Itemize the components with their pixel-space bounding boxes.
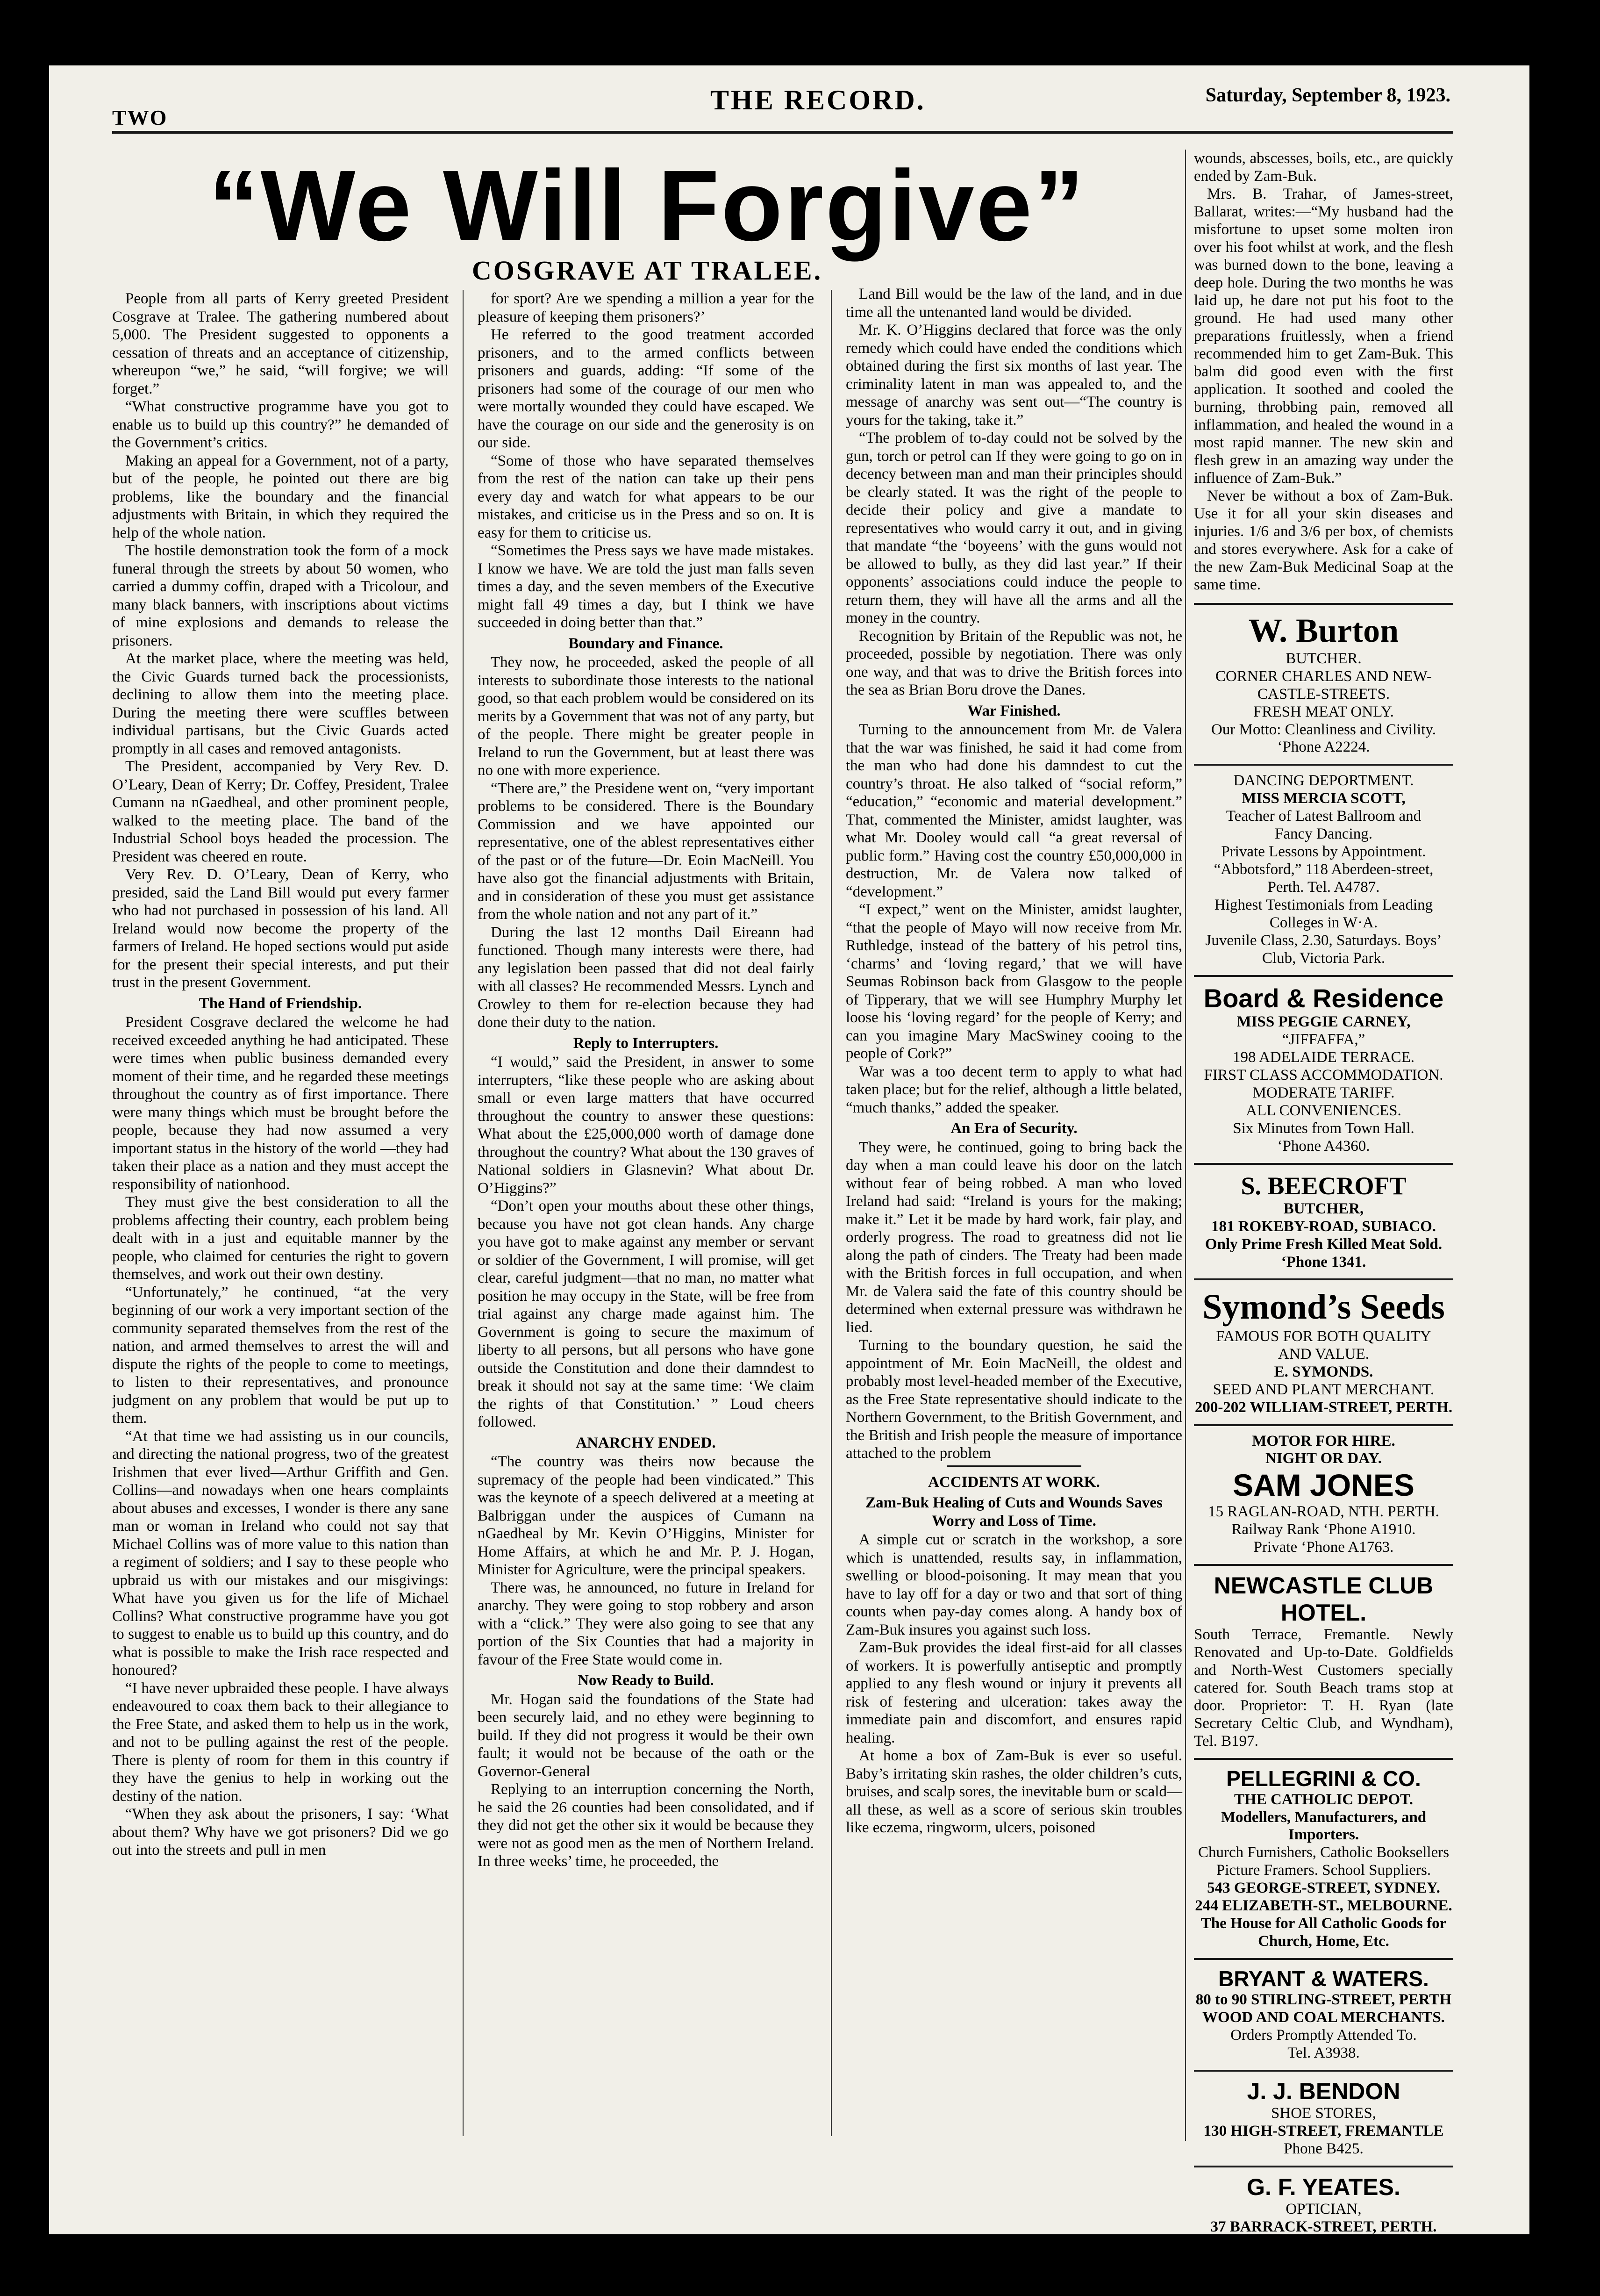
article-paragraph: “There are,” the Presidene went on, “very important problems to be considered. There is the Boundary Commission and we have appointed our representative, one of the ablest representatives either of the past or of the future—Dr. Eoin MacNeill. You have also got the financial adjustments with Britain, and in consideration of these you must get assistance from the whole nation and not any part of it.” <box>478 780 814 923</box>
ad-yeates <box>1194 2167 1453 2261</box>
article-paragraph: Recognition by Britain of the Republic was not, he proceeded, possible by negotiation. There was only one way, and that was to drive the British forces into the sea as Brian Boru drove the Danes. <box>846 627 1182 698</box>
article-paragraph: “Sometimes the Press says we have made mistakes. I know we have. We are told the just man falls seven times a day, and the seven members of the Executive might fall 49 times a day, but I think we have succeeded in doing better than that.” <box>478 542 814 631</box>
ad-name: Symond’s Seeds <box>1202 1287 1445 1327</box>
ad-line: THE CATHOLIC DEPOT. <box>1234 1791 1413 1808</box>
ad-line: Orders Promptly Attended To. <box>1230 2026 1417 2044</box>
ad-line: Phone B425. <box>1284 2140 1364 2158</box>
article-paragraph: for sport? Are we spending a million a year for the pleasure of keeping them prisoners?’ <box>478 290 814 325</box>
ad-name: S. BEECROFT <box>1241 1171 1407 1200</box>
ad-symonds-seeds <box>1194 1280 1453 1426</box>
ad-name: MISS PEGGIE CARNEY, <box>1236 1013 1411 1031</box>
ad-line: 198 ADELAIDE TERRACE. <box>1233 1049 1414 1066</box>
ad-bryant-waters <box>1194 1960 1453 2072</box>
article-paragraph: Very Rev. D. O’Leary, Dean of Kerry, who presided, said the Land Bill would put every farmer who had not purchased in possession of his land. All Ireland would now become the property of the farmers of Ireland. He hoped sections would put aside for the present their special interests, and put their trust in the present Government. <box>112 866 449 991</box>
article-paragraph: The hostile demonstration took the form of a mock funeral through the streets by about 50 women, who carried a dummy coffin, draped with a Tricolour, and many black banners, with inscriptions about victims of mine explosions and demands to release the prisoners. <box>112 542 449 649</box>
ad-sam-jones <box>1194 1426 1453 1566</box>
ad-line: 80 to 90 STIRLING-STREET, PERTH <box>1195 1991 1452 2008</box>
ad-name: G. F. YEATES. <box>1247 2174 1400 2200</box>
zambuk-text: Mrs. B. Trahar, of James-street, Ballarat, writes:—“My husband had the misfortune to upset some molten iron over his foot whilst at work, and the flesh was burned down to the bone, leaving a deep hole. During the two months he was laid up, he dare not put his foot to the ground. He had used many other preparations fruitlessly, when a friend recommended him to get Zam-Buk. This balm did good even with the first application. It soothed and cooled the burning, throbbing pain, removed all inflammation, and healed the wound in a most rapid manner. The new skin and flesh grew in an amazing way under the influence of Zam-Buk.” <box>1194 186 1453 487</box>
ad-bendon <box>1194 2072 1453 2167</box>
article-paragraph: “Some of those who have separated themselves from the rest of the nation can take up their pens every day and watch for what appears to be our mistakes, and criticise us in the Press and so on. It is easy for them to criticise us. <box>478 452 814 541</box>
ad-burton <box>1194 605 1453 766</box>
ad-line: Modellers, Manufacturers, and <box>1221 1808 1427 1826</box>
article-paragraph: President Cosgrave declared the welcome he had received exceeded anything he had anticipated. These were times when public business demanded every moment of their time, and he regarded these meetings throughout the country as of first importance. There were many things which must be brought before the people, because they had now assumed a very important status in the history of the world —they had taken their place as a nation and they must accept the responsibility of nationhood. <box>112 1014 449 1193</box>
ad-line: Tel. A3938. <box>1287 2044 1360 2061</box>
ad-line: MODERATE TARIFF. <box>1252 1084 1395 1101</box>
ad-line: Importers. <box>1288 1826 1359 1844</box>
article-paragraph: They were, he continued, going to bring back the day when a man could leave his door on the latch without fear of being robbed. A man who loved Ireland had said: “Ireland is yours for the making; make it.” Let it be made by hard work, fair play, and orderly progress. The road to greatness did not lie along the path of cinders. The Treaty had been made with the British forces in full occupation, and when Mr. de Valera said the fate of this country should be determined when external pressure was withdrawn he lied. <box>846 1139 1182 1336</box>
article-paragraph: Zam-Buk provides the ideal first-aid for all classes of workers. It is powerfully antiseptic and promptly applied to any flesh wound or injury it prevents all risk of festering and ulceration: takes away the immediate pain and discomfort, and ensures rapid healing. <box>846 1639 1182 1746</box>
ad-line: 543 GEORGE-STREET, SYDNEY. <box>1207 1880 1440 1897</box>
ad-line: E. SYMONDS. <box>1274 1363 1373 1380</box>
ad-beecroft <box>1194 1165 1453 1281</box>
article-paragraph: He referred to the good treatment accorded prisoners, and to the armed conflicts between prisoners and guards, adding: “If some of the prisoners had some of the courage of our men who were mortally wounded they could have escaped. We have the courage on our side and the generosity is on our side. <box>478 326 814 451</box>
article-paragraph: Mr. K. O’Higgins declared that force was the only remedy which could have ended the conditions which obtained during the first six months of last year. The criminality latent in man was appealed to, and the message of anarchy was sent out—“The country is yours for the taking, take it.” <box>846 322 1182 429</box>
section-heading: War Finished. <box>967 702 1061 719</box>
section-heading: ACCIDENTS AT WORK. <box>928 1473 1100 1491</box>
ad-line: Private Lessons by Appointment. <box>1221 843 1426 861</box>
article-paragraph: “What constructive programme have you got to enable us to build up this country?” he demanded of the Government’s critics. <box>112 398 449 451</box>
ad-pellegrini <box>1194 1760 1453 1960</box>
ad-title: DANCING DEPORTMENT. <box>1233 772 1414 789</box>
ad-line: Church Furnishers, Catholic Booksellers <box>1198 1844 1450 1861</box>
article-paragraph: Making an appeal for a Government, not of a party, but of the people, he pointed out there are big problems, like the boundary and the financial adjustments with Britain, in which they required the help of the whole nation. <box>112 452 449 541</box>
article-paragraph: A simple cut or scratch in the workshop, a sore which is unattended, results say, in inflammation, swelling or blood-poisoning. It may mean that you have to lay off for a day or two and that sort of thing counts when pay-day comes along. A handy box of Zam-Buk insures you against such loss. <box>846 1531 1182 1638</box>
ad-title: Board & Residence <box>1203 983 1444 1013</box>
ad-line: Six Minutes from Town Hall. <box>1233 1119 1414 1137</box>
ad-line: BUTCHER. <box>1286 650 1362 667</box>
ad-line: Church, Home, Etc. <box>1258 1933 1389 1950</box>
section-heading: ANARCHY ENDED. <box>576 1434 716 1451</box>
article-paragraph: “I expect,” went on the Minister, amidst laughter, “that the people of Mayo will now receive from Mr. Ruthledge, instead of the battery of his petrol tins, ‘charms’ and ‘loving regard,’ that we will have Seumas Robinson back from Glasgow to the people of Tipperary, that we will see Humphry Murphy let loose his ‘loving regard’ for the people of Kerry; and can you imagine Mary MacSwiney cooing to the people of Cork?” <box>846 901 1182 1062</box>
article-paragraph: During the last 12 months Dail Eireann had functioned. Though many interests were there, had any legislation been passed that did not deal fairly with all classes? He recommended Messrs. Lynch and Crowley to them for re-election because they had done their duty to the nation. <box>478 924 814 1031</box>
ad-line: (Opposite Town Hall.) <box>1251 2236 1396 2253</box>
section-heading: Reply to Interrupters. <box>573 1034 719 1052</box>
ad-line: CORNER CHARLES AND NEW- <box>1215 667 1432 685</box>
section-heading: An Era of Security. <box>950 1120 1078 1137</box>
ad-line: The House for All Catholic Goods for <box>1200 1915 1447 1932</box>
article-paragraph: “Unfortunately,” he continued, “at the very beginning of our work a very important section of the community separated themselves from the rest of the nation, and armed themselves to arrest the will and dispute the rights of the people to come to meetings, to listen to their representatives, and pronounce judgment on any problem that would be put up to them. <box>112 1284 449 1427</box>
ad-line: 130 HIGH-STREET, FREMANTLE <box>1203 2123 1444 2140</box>
column-rule <box>1185 150 1186 2141</box>
ad-line: ‘Phone A2224. <box>1277 739 1370 756</box>
article-paragraph: Land Bill would be the law of the land, and in due time all the untenanted land would be divided. <box>846 286 1182 321</box>
ad-line: ‘Phone A4360. <box>1277 1137 1370 1155</box>
zambuk-text: wounds, abscesses, boils, etc., are quickly ended by Zam-Buk. <box>1194 150 1453 185</box>
ad-line: NIGHT OR DAY. <box>1265 1450 1382 1467</box>
ad-name: J. J. BENDON <box>1247 2078 1400 2104</box>
article-paragraph: Mr. Hogan said the foundations of the State had been securely laid, and no ethey were beginning to build. If they did not progress it would be their own fault; it would not be because of the oath or the Governor-General <box>478 1691 814 1780</box>
ad-board-residence <box>1194 977 1453 1165</box>
ad-line: CASTLE-STREETS. <box>1257 685 1390 703</box>
article-paragraph: “At that time we had assisting us in our councils, and directing the national progress, two of the greatest Irishmen that ever lived—Arthur Griffith and Gen. Collins—and nowadays when one hears complaints about abuses and excesses, I wonder is there any sane man or woman in Ireland who could not say that Michael Collins was of more value to this nation than a regiment of soldiers; and I say to these people who upbraid us with our mistakes and our misgivings: What have you given us for the life of Michael Collins? What constructive programme have you got to suggest to enable us to build up this country, and do what is possible to make the Irish race respected and honoured? <box>112 1428 449 1679</box>
ad-line: 200-202 WILLIAM-STREET, PERTH. <box>1194 1399 1453 1416</box>
article-paragraph: “The problem of to-day could not be solved by the gun, torch or petrol can If they were going to go on in decency between man and man their principles should be clearly stated. It was the right of the people to decide their policy and give a mandate to representatives who would carry it out, and in giving that mandate “the ‘boyeens’ with the guns would not be allowed to bully, as they did last year.” If their opponents’ associations could induce the people to return them, they will have all the arms and all the money in the country. <box>846 430 1182 626</box>
ad-line: 181 ROKEBY-ROAD, SUBIACO. <box>1211 1218 1436 1235</box>
subheadline: COSGRAVE AT TRALEE. <box>471 255 823 286</box>
ad-line: WOOD AND COAL MERCHANTS. <box>1202 2009 1445 2026</box>
advertisement-column <box>1194 150 1453 2253</box>
ad-line: 244 ELIZABETH-ST., MELBOURNE. <box>1195 1897 1452 1915</box>
ad-body: South Terrace, Fremantle. Newly Renovated and Up-to-Date. Goldfields and North-West Customers specially catered for. South Beach trams stop at door. Proprietor: T. H. Ryan (late Secretary Celtic Club, and Wyndham), Tel. B197. <box>1194 1626 1453 1750</box>
ad-name: HOTEL. <box>1280 1599 1367 1626</box>
ad-line: FRESH MEAT ONLY. <box>1253 703 1394 720</box>
ad-line: ALL CONVENIENCES. <box>1246 1102 1401 1119</box>
ad-line: FAMOUS FOR BOTH QUALITY <box>1216 1327 1431 1345</box>
ad-name: SAM JONES <box>1233 1468 1414 1503</box>
article-paragraph: War was a too decent term to apply to what had taken place; but for the relief, although a little belated, “much thanks,” added the speaker. <box>846 1063 1182 1116</box>
ad-line: SEED AND PLANT MERCHANT. <box>1213 1381 1435 1398</box>
ad-name: MISS MERCIA SCOTT, <box>1242 790 1406 807</box>
article-paragraph: People from all parts of Kerry greeted President Cosgrave at Tralee. The gathering numbered about 5,000. The President suggested to opponents a cessation of threats and an acceptance of citizenship, whereupon “we,” he said, “will forgive; we will forget.” <box>112 290 449 397</box>
article-paragraph: “The country was theirs now because the supremacy of the people had been vindicated.” This was the keynote of a speech delivered at a meeting at Balbriggan under the auspices of Cumann na nGaedheal by Mr. Kevin O’Higgins, Minister for Home Affairs, at which he and Mr. P. J. Hogan, Minister for Agriculture, were the principal speakers. <box>478 1453 814 1578</box>
ad-dancing <box>1194 766 1453 976</box>
article-paragraph: At the market place, where the meeting was held, the Civic Guards turned back the processionists, declining to allow them into the meeting place. During the meeting there were scuffles between individual partisans, but the Civic Guards acted promptly in all cases and removed antagonists. <box>112 650 449 757</box>
ad-line: 15 RAGLAN-ROAD, NTH. PERTH. <box>1208 1503 1439 1521</box>
ad-line: Only Prime Fresh Killed Meat Sold. <box>1205 1235 1443 1253</box>
article-paragraph: “I would,” said the President, in answer to some interrupters, “like these people who are asking about small or even large matters that have occurred throughout the country to answer these questions: What about the £25,000,000 worth of damage done throughout the country? What about the 130 graves of National soldiers in Glasnevin? What about Dr. O’Higgins?” <box>478 1054 814 1197</box>
ad-line: Perth. Tel. A4787. <box>1267 879 1380 896</box>
ad-line: SHOE STORES, <box>1271 2105 1376 2122</box>
ad-line: Juvenile Class, 2.30, Saturdays. Boys’ <box>1205 932 1442 949</box>
ad-line: FIRST CLASS ACCOMMODATION. <box>1204 1066 1443 1083</box>
section-heading: Boundary and Finance. <box>568 635 723 652</box>
article-column-3 <box>846 285 1182 2136</box>
column-rule <box>831 290 832 2136</box>
article-paragraph: They now, he proceeded, asked the people of all interests to subordinate those interests to the national good, so that each problem would be considered on its merits by a Government that was not of any party, but of the people. There might be greater people in Ireland to run the Government, but at least there was no one with more experience. <box>478 654 814 779</box>
ad-line: AND VALUE. <box>1278 1345 1369 1363</box>
page-number: TWO <box>112 106 168 129</box>
column-rule <box>463 290 464 2136</box>
article-paragraph: “I have never upbraided these people. I have always endeavoured to coax them back to their allegiance to the Free State, and asked them to help us in the work, and not to be pulling against the rest of the people. There is plenty of room for them in this country if they have the genius to help in working out the destiny of the nation. <box>112 1679 449 1805</box>
ad-line: Fancy Dancing. <box>1275 825 1372 843</box>
issue-date: Saturday, September 8, 1923. <box>1205 85 1450 106</box>
ad-line: Our Motto: Cleanliness and Civility. <box>1211 721 1436 738</box>
article-paragraph: Turning to the announcement from Mr. de Valera that the war was finished, he said it had come from the man who had done his damndest to cut the country’s throat. He also talked of “social reform,” “education,” “economic and material development.” That, commented the Minister, amidst laughter, was what Mr. Dooley would call “a great reversal of public form.” Having cost the country £50,000,000 in destruction, Mr. de Valera now talked of “development.” <box>846 721 1182 900</box>
ad-name: W. Burton <box>1248 612 1399 649</box>
article-paragraph: At home a box of Zam-Buk is ever so useful. Baby’s irritating skin rashes, the older children’s cuts, bruises, and scalp sores, the inevitable burn or scald—all these, as well as a score of serious skin troubles like eczema, ringworm, ulcers, poisoned <box>846 1747 1182 1836</box>
ad-line: OPTICIAN, <box>1286 2201 1362 2218</box>
ad-line: 37 BARRACK-STREET, PERTH. <box>1210 2218 1437 2236</box>
ad-newcastle-club <box>1194 1566 1453 1760</box>
ad-line: Railway Rank ‘Phone A1910. <box>1231 1521 1416 1538</box>
section-heading: Zam-Buk Healing of Cuts and Wounds Saves Worry and Loss of Time. <box>865 1494 1163 1529</box>
ad-line: “Abbotsford,” 118 Aberdeen-street, <box>1214 861 1434 878</box>
ad-line: Club, Victoria Park. <box>1262 949 1386 967</box>
ad-line: Private ‘Phone A1763. <box>1253 1539 1394 1556</box>
header-rule <box>112 131 1453 134</box>
article-column-1 <box>112 290 449 2141</box>
article-paragraph: Replying to an interruption concerning the North, he said the 26 counties had been consolidated, and if they did not get the other six it would be because they were not as good men as the men of Northern Ireland. In three weeks’ time, he proceeded, the <box>478 1781 814 1870</box>
article-column-2 <box>478 290 814 2141</box>
ad-line: ‘Phone 1341. <box>1281 1253 1366 1270</box>
ad-line: BUTCHER, <box>1283 1200 1364 1217</box>
ad-line: Picture Framers. School Suppliers. <box>1216 1862 1431 1879</box>
section-heading: Now Ready to Build. <box>578 1672 714 1689</box>
ad-name: NEWCASTLE CLUB <box>1214 1572 1434 1599</box>
article-paragraph: “Don’t open your mouths about these other things, because you have not got clean hands. Any charge you have got to make against any member or servant or soldier of the Government, I will promise, will get clear, careful judgment—that no man, no matter what position he may occupy in the State, will be free from trial against any charge made against him. The Government is going to secure the maximum of liberty to all persons, but all persons who have gone outside the Constitution and done their damndest to break it should not say at the same time: ‘We claim the rights of that Constitution.’ ” Loud cheers followed. <box>478 1198 814 1430</box>
article-paragraph: The President, accompanied by Very Rev. D. O’Leary, Dean of Kerry; Dr. Coffey, President, Tralee Cumann na nGaedheal, and other prominent people, walked to the meeting place. The band of the Industrial School boys headed the procession. The President was cheered en route. <box>112 758 449 865</box>
article-paragraph: They must give the best consideration to all the problems affecting their country, each problem being dealt with in a just and equitable manner by the people, who claimed for centuries the right to govern themselves, and work out their own destiny. <box>112 1194 449 1283</box>
headline: “We Will Forgive” <box>208 149 1086 262</box>
ad-name: PELLEGRINI & CO. <box>1226 1766 1421 1791</box>
ad-line: “JIFFAFFA,” <box>1282 1031 1365 1048</box>
zambuk-advert <box>1194 150 1453 605</box>
section-rule <box>947 1465 1081 1467</box>
article-paragraph: “When they ask about the prisoners, I say: ‘What about them? Why have we got prisoners? Did we go out into the streets and pull in men <box>112 1806 449 1858</box>
ad-line: MOTOR FOR HIRE. <box>1252 1432 1395 1449</box>
ad-line: Highest Testimonials from Leading <box>1214 896 1433 913</box>
article-paragraph: There was, he announced, no future in Ireland for anarchy. They were going to stop robbery and arson with a “click.” They were also going to see that any portion of the Six Counties that had a majority in favour of the Free State would come in. <box>478 1579 814 1668</box>
article-paragraph: Turning to the boundary question, he said the appointment of Mr. Eoin MacNeill, the oldest and probably most level-headed member of the Executive, as the Free State representative should indicate to the Northern Government, to the British Government, and the British and Irish people the measure of importance attached to the problem <box>846 1337 1182 1462</box>
section-heading: The Hand of Friendship. <box>199 995 362 1012</box>
zambuk-text: Never be without a box of Zam-Buk. Use it for all your skin diseases and injuries. 1/6 and 3/6 per box, of chemists and stores everywhere. Ask for a cake of the new Zam-Buk Medicinal Soap at the same time. <box>1194 488 1453 593</box>
ad-name: BRYANT & WATERS. <box>1218 1966 1429 1991</box>
ad-line: Teacher of Latest Ballroom and <box>1226 808 1421 825</box>
masthead-title: THE RECORD. <box>710 85 926 115</box>
ad-line: Colleges in W·A. <box>1269 914 1378 931</box>
